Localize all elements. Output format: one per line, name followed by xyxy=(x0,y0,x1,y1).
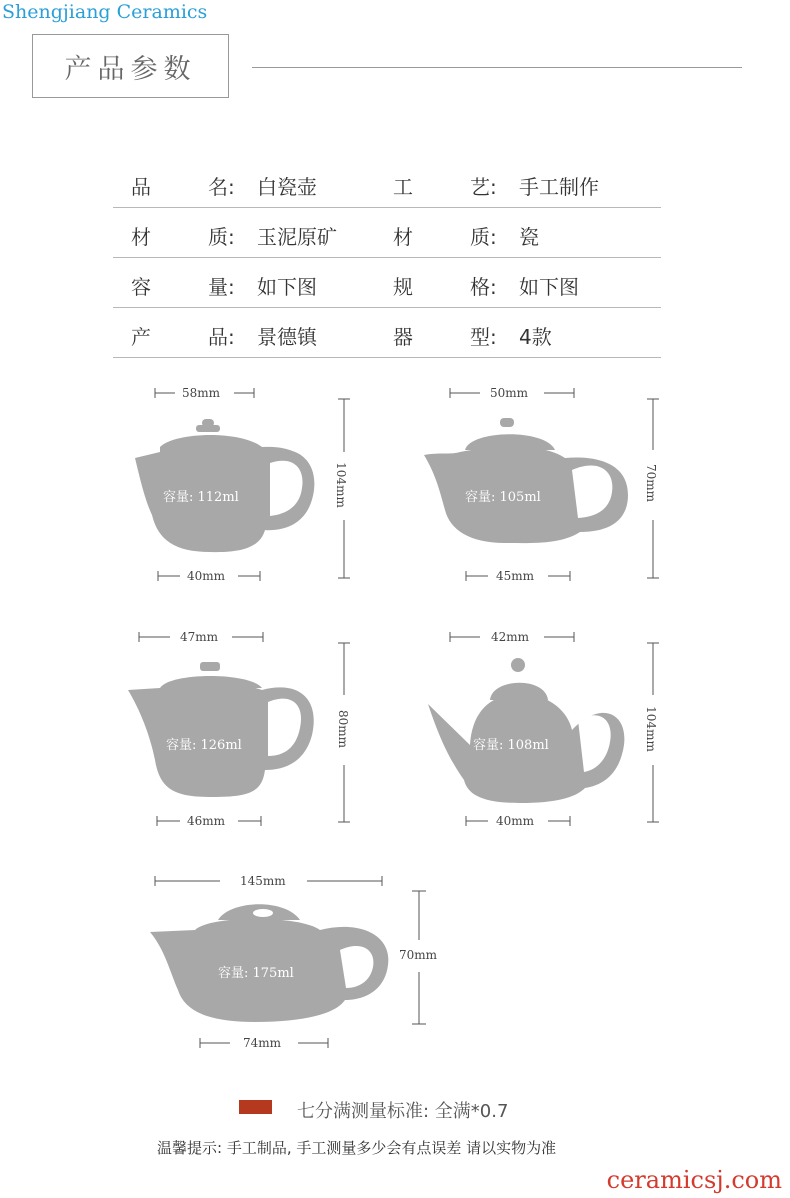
dim-bottom-label: 46mm xyxy=(187,814,226,828)
spec-value: 白瓷壶 xyxy=(257,175,317,199)
dim-top-label: 50mm xyxy=(490,386,529,400)
dim-height-label: 104mm xyxy=(333,462,348,508)
spec-key: 艺: xyxy=(470,175,497,199)
spec-value: 手工制作 xyxy=(519,175,599,199)
tip-text: 温馨提示: 手工制品, 手工测量多少会有点误差 请以实物为准 xyxy=(157,1139,557,1157)
dim-height-label: 70mm xyxy=(644,463,659,503)
watermark-logo-top: Shengjiang Ceramics xyxy=(2,1,208,23)
dim-top-label: 47mm xyxy=(180,630,219,644)
dim-height-label: 104mm xyxy=(643,706,658,752)
pot-capacity-label: 容量: 105ml xyxy=(465,490,541,505)
spec-key: 质: xyxy=(208,225,235,249)
dim-bottom-label: 45mm xyxy=(496,569,535,583)
dim-top-label: 145mm xyxy=(240,874,286,888)
spec-key: 容 xyxy=(131,275,151,299)
dim-height-label: 80mm xyxy=(336,709,351,749)
legend-swatch xyxy=(239,1100,272,1114)
dim-top-label: 58mm xyxy=(182,386,221,400)
legend-text: 七分满测量标准: 全满*0.7 xyxy=(297,1101,509,1122)
dim-top-label: 42mm xyxy=(491,630,530,644)
spec-key: 格: xyxy=(470,275,497,299)
pot-capacity-label: 容量: 108ml xyxy=(473,738,549,753)
watermark-logo-bottom: ceramicsj.com xyxy=(606,1166,782,1194)
spec-value: 景德镇 xyxy=(257,325,317,349)
pot-capacity-label: 容量: 175ml xyxy=(218,966,294,981)
spec-key: 量: xyxy=(208,275,235,299)
dim-bottom-label: 40mm xyxy=(496,814,535,828)
dim-bottom-label: 40mm xyxy=(187,569,226,583)
spec-value: 4款 xyxy=(519,325,552,349)
teapot-5-knob-hole xyxy=(253,909,273,917)
spec-key: 工 xyxy=(393,175,413,199)
spec-key: 型: xyxy=(470,325,497,349)
spec-value: 如下图 xyxy=(519,275,579,299)
dim-bottom-label: 74mm xyxy=(243,1036,282,1050)
dim-height-label: 70mm xyxy=(399,948,438,962)
spec-key: 器 xyxy=(393,325,413,349)
spec-key: 规 xyxy=(393,275,413,299)
spec-key: 材 xyxy=(393,225,413,249)
spec-key: 产 xyxy=(131,325,151,349)
spec-key: 材 xyxy=(131,225,151,249)
pot-capacity-label: 容量: 126ml xyxy=(166,738,242,753)
spec-key: 品 xyxy=(131,175,151,199)
spec-key: 质: xyxy=(470,225,497,249)
pot-capacity-label: 容量: 112ml xyxy=(163,490,239,505)
spec-key: 品: xyxy=(208,325,235,349)
spec-value: 瓷 xyxy=(519,225,539,249)
section-title: 产品参数 xyxy=(64,53,197,85)
spec-value: 玉泥原矿 xyxy=(257,225,337,249)
spec-key: 名: xyxy=(208,175,235,199)
spec-value: 如下图 xyxy=(257,275,317,299)
